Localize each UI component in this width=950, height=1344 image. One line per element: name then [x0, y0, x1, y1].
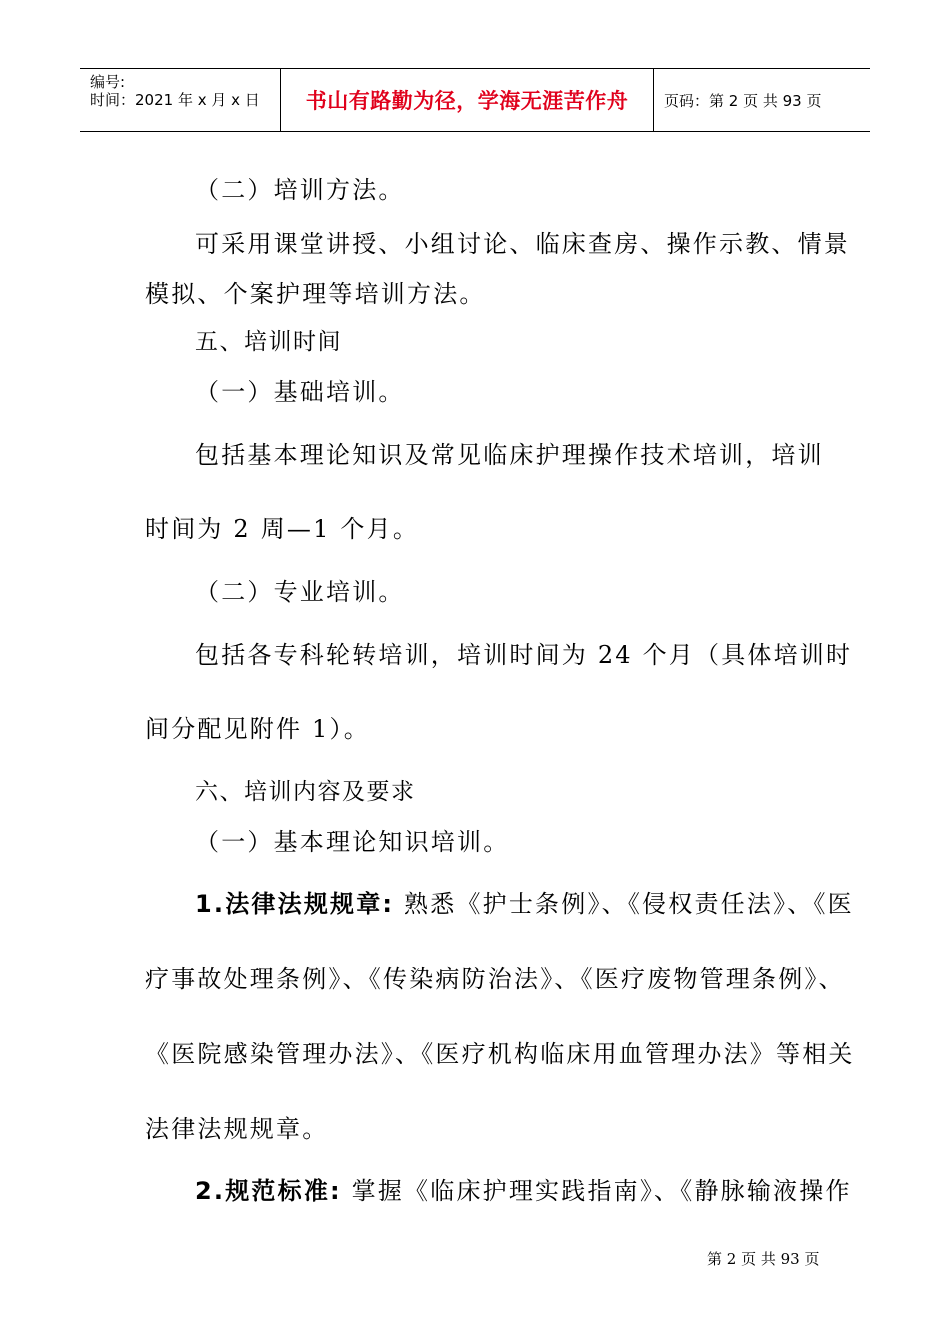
paragraph-line: 疗事故处理条例》、《传染病防治法》、《医疗废物管理条例》、 [145, 965, 845, 993]
subheading-basic-training: （一）基础培训。 [195, 378, 405, 406]
paragraph-line: 模拟、个案护理等培训方法。 [145, 280, 486, 308]
section-heading-training-content: 六、培训内容及要求 [195, 779, 416, 805]
paragraph-line: 法律法规规章。 [145, 1115, 329, 1143]
paragraph-line: 可采用课堂讲授、小组讨论、临床查房、操作示教、情景 [195, 230, 850, 258]
item-text: 熟悉《护士条例》、《侵权责任法》、《医 [394, 890, 854, 918]
document-number-label: 编号: [90, 73, 126, 91]
document-header [80, 68, 870, 132]
header-motto: 书山有路勤为径，学海无涯苦作舟 [281, 69, 654, 131]
paragraph-line: 《医院感染管理办法》、《医疗机构临床用血管理办法》等相关 [145, 1040, 855, 1068]
header-page-number: 页码：第 2 页 共 93 页 [664, 91, 822, 110]
header-meta [80, 69, 281, 131]
paragraph-line: 包括基本理论知识及常见临床护理操作技术培训，培训 [195, 441, 824, 469]
subheading-specialty-training: （二）专业培训。 [195, 578, 405, 606]
paragraph-line: 时间为 2 周—1 个月。 [145, 515, 420, 543]
item-title-standards: 2.规范标准: [195, 1177, 342, 1205]
document-time-label: 时间：2021 年 x 月 x 日 [90, 91, 260, 109]
subheading-theory-training: （一）基本理论知识培训。 [195, 828, 510, 856]
paragraph-line [195, 884, 854, 919]
footer-page-number: 第 2 页 共 93 页 [707, 1250, 820, 1268]
subheading-training-method: （二）培训方法。 [195, 176, 405, 204]
item-text: 掌握《临床护理实践指南》、《静脉输液操作 [341, 1177, 852, 1205]
paragraph-line: 包括各专科轮转培训，培训时间为 24 个月（具体培训时 [195, 641, 853, 669]
paragraph-line: 间分配见附件 1）。 [145, 715, 370, 743]
section-heading-training-time: 五、培训时间 [195, 329, 342, 355]
paragraph-line [195, 1171, 852, 1206]
item-title-laws: 1.法律法规规章: [195, 890, 395, 918]
